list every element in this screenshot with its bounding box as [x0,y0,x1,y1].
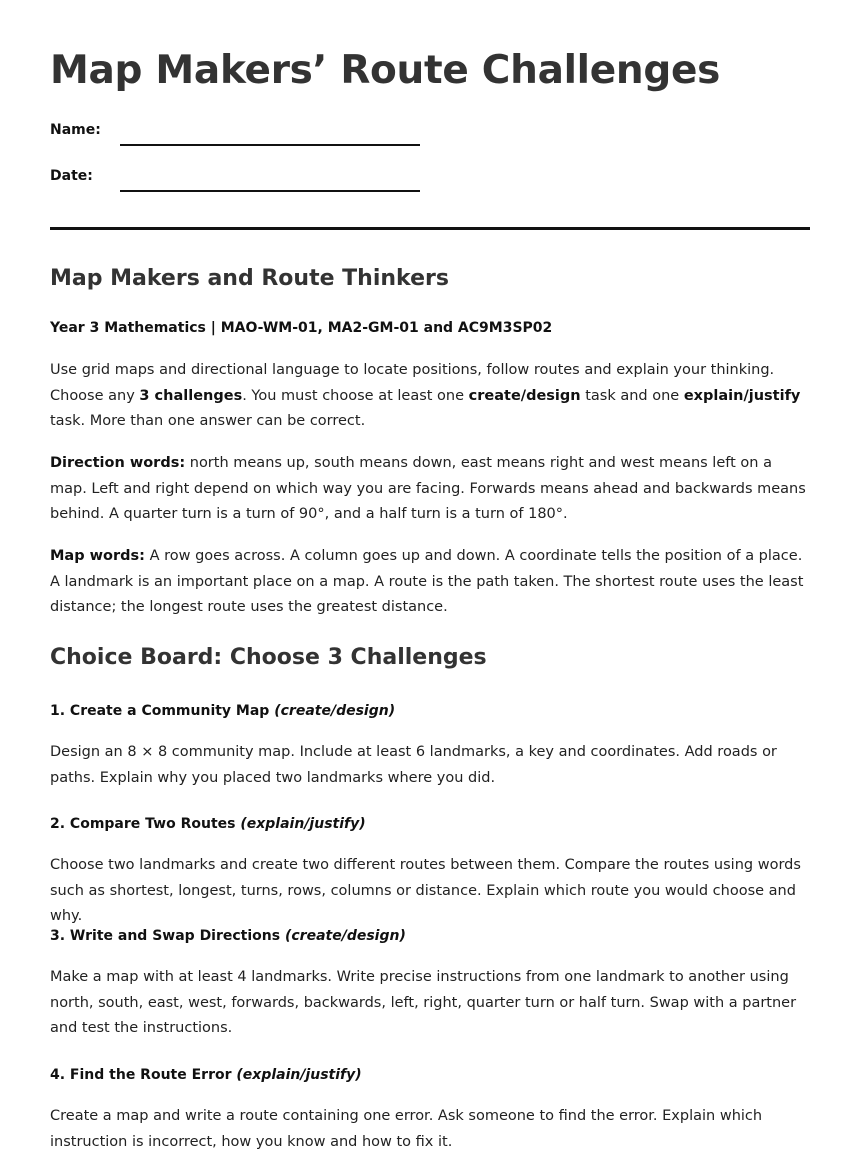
direction-words-paragraph: Direction words: north means up, south means down, east means right and west means left on a map. Left and right depend on which way you are facing. Forwards means ahead and backwards means behind. A quarter turn is a turn of 90°, and a half turn is a turn of 180°. [50,455,806,522]
name-field-row [50,122,420,152]
challenge-2-type: (explain/justify) [240,816,366,832]
date-field-row [50,168,420,198]
intro-paragraph: Use grid maps and directional language to locate positions, follow routes and explain your thinking. Choose any 3 challenges. You must choose at least one create/design task and one explain/justify task. More than one answer can be correct. [50,362,801,429]
direction-words-label: Direction words: [50,455,186,471]
choice-board-heading: Choice Board: Choose 3 Challenges [50,645,487,670]
challenge-4-title: 4. Find the Route Error (explain/justify) [50,1067,362,1083]
challenge-4-type: (explain/justify) [236,1067,362,1083]
challenge-1-type: (create/design) [274,703,396,719]
date-input[interactable] [120,168,420,192]
curriculum-line: Year 3 Mathematics | MAO-WM-01, MA2-GM-01 and AC9M3SP02 [50,320,553,336]
page-title: Map Makers’ Route Challenges [50,48,721,93]
header-divider [50,227,810,230]
map-words-paragraph: Map words: A row goes across. A column goes up and down. A coordinate tells the position of a place. A landmark is an important place on a map. A route is the path taken. The shortest route uses the least distance; the longest route uses the greatest distance. [50,548,804,615]
challenge-1-title: 1. Create a Community Map (create/design) [50,703,396,719]
challenge-4-text: Create a map and write a route containing one error. Ask someone to find the error. Explain which instruction is incorrect, how you know and how to fix it. [50,1108,763,1150]
date-label: Date: [50,168,93,184]
intro-heading: Map Makers and Route Thinkers [50,266,449,291]
challenge-3-title: 3. Write and Swap Directions (create/design) [50,928,406,944]
name-input[interactable] [120,122,420,146]
challenge-3-type: (create/design) [284,928,406,944]
challenge-2-text: Choose two landmarks and create two different routes between them. Compare the routes using words such as shortest, longest, turns, rows, columns or distance. Explain which route you would choose and why. [50,857,801,924]
challenge-2-title: 2. Compare Two Routes (explain/justify) [50,816,366,832]
challenge-3-text: Make a map with at least 4 landmarks. Write precise instructions from one landmark to another using north, south, east, west, forwards, backwards, left, right, quarter turn or half turn. Swap with a partner and test the instructions. [50,969,797,1036]
map-words-label: Map words: [50,548,145,564]
name-label: Name: [50,122,101,138]
challenge-1-text: Design an 8 × 8 community map. Include at least 6 landmarks, a key and coordinates. Add roads or paths. Explain why you placed two landmarks where you did. [50,744,777,786]
